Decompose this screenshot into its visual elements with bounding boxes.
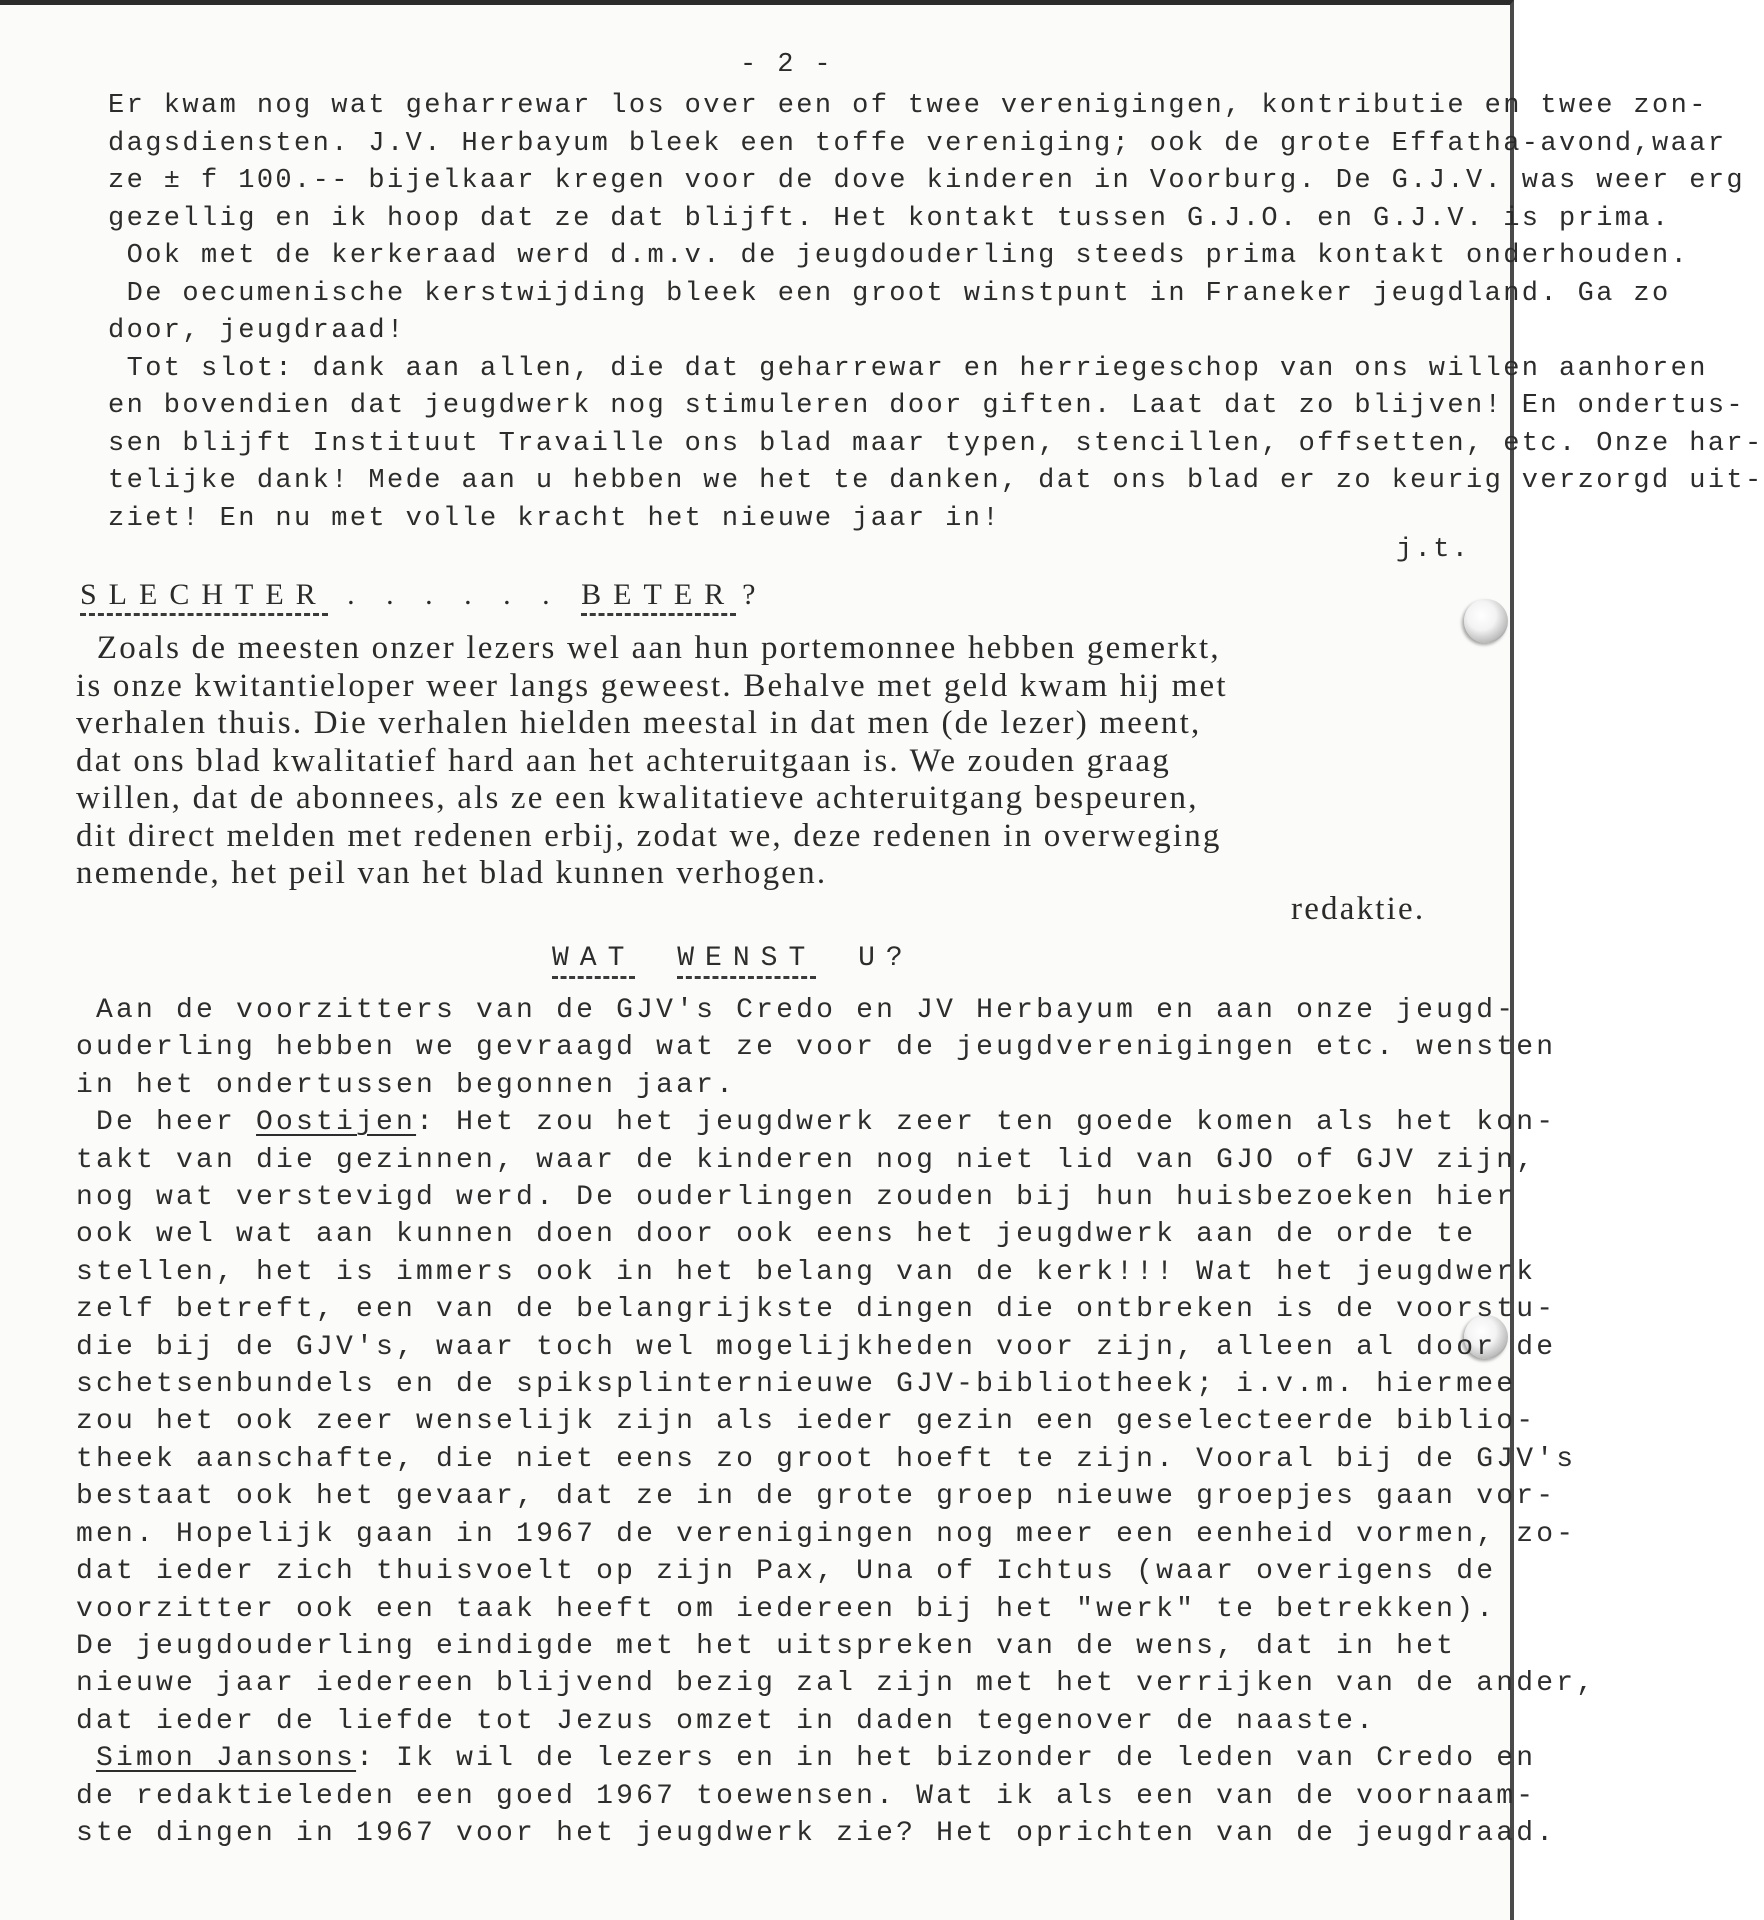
text-line: Tot slot: dank aan allen, die dat geharrewar en herriegeschop van ons willen aanhoren xyxy=(108,353,1708,384)
text-line: in het ondertussen begonnen jaar. xyxy=(76,1069,737,1101)
section-slechter-beter xyxy=(76,630,1476,893)
text-line: nemende, het peil van het blad kunnen verhogen. xyxy=(76,855,828,891)
heading-beter: BETER xyxy=(581,578,736,616)
text-line: ouderling hebben we gevraagd wat ze voor de jeugdverenigingen etc. wensten xyxy=(76,1032,1557,1064)
text-line: door, jeugdraad! xyxy=(108,316,406,346)
page-number-text: - 2 - xyxy=(740,50,834,80)
signature-redaktie xyxy=(1291,891,1425,929)
text-line: schetsenbundels en de spiksplinternieuwe GJV-bibliotheek; i.v.m. hiermee xyxy=(76,1369,1517,1401)
text-line: De jeugdouderling eindigde met het uitspreken van de wens, dat in het xyxy=(76,1630,1457,1662)
text-line: ook wel wat aan kunnen doen door ook eens het jeugdwerk aan de orde te xyxy=(76,1219,1477,1251)
page-number xyxy=(740,47,833,85)
text-line: de redaktieleden een goed 1967 toewensen. Wat ik als een van de voornaam- xyxy=(76,1780,1537,1812)
oostijen-prefix: De heer xyxy=(76,1107,257,1139)
text-line: theek aanschafte, die niet eens zo groot hoeft te zijn. Vooral bij de GJV's xyxy=(76,1443,1577,1475)
text-line: dat ieder zich thuisvoelt op zijn Pax, Una of Ichtus (waar overigens de xyxy=(76,1556,1497,1588)
simon-suffix: : Ik wil de lezers en in het bizonder de leden van Credo en xyxy=(356,1743,1537,1775)
text-line: ste dingen in 1967 voor het jeugdwerk zie? Het oprichten van de jeugdraad. xyxy=(76,1817,1557,1849)
simon-first-line xyxy=(76,1740,1537,1777)
text-line: en bovendien dat jeugdwerk nog stimuleren door giften. Laat dat zo blijven! En ondertus- xyxy=(108,391,1746,421)
speaker-oostijen: Oostijen xyxy=(256,1107,417,1139)
heading-wat: WAT xyxy=(552,943,635,979)
heading-wenst: WENST xyxy=(677,943,816,979)
text-line: stellen, het is immers ook in het belang van de kerk!!! Wat het jeugdwerk xyxy=(76,1256,1537,1288)
text-line: is onze kwitantieloper weer langs geweest. Behalve met geld kwam hij met xyxy=(76,667,1228,704)
heading-wat-wenst-u xyxy=(552,940,914,977)
heading-qmark: ? xyxy=(742,578,768,611)
text-line: die bij de GJV's, waar toch wel mogelijkheden voor zijn, alleen al door de xyxy=(76,1331,1557,1363)
simon-prefix xyxy=(76,1743,96,1774)
text-line: sen blijft Instituut Travaille ons blad maar typen, stencillen, offsetten, etc. Onze har- xyxy=(108,428,1764,459)
text-line: dat ons blad kwalitatief hard aan het achteruitgaan is. We zouden graag xyxy=(76,742,1171,779)
text-line: men. Hopelijk gaan in 1967 de verenigingen nog meer een eenheid vormen, zo- xyxy=(76,1518,1577,1550)
section-jeugdraad-report xyxy=(108,88,1764,538)
text-line: Zoals de meesten onzer lezers wel aan hun portemonnee hebben gemerkt, xyxy=(76,630,1221,666)
heading-u: U? xyxy=(858,943,914,974)
text-line: dit direct melden met redenen erbij, zodat we, deze redenen in overweging xyxy=(76,817,1222,854)
text-line: nog wat verstevigd werd. De ouderlingen zouden bij hun huisbezoeken hier xyxy=(76,1182,1517,1214)
text-line: takt van die gezinnen, waar de kinderen nog niet lid van GJO of GJV zijn, xyxy=(76,1144,1537,1176)
signature-text: j.t. xyxy=(1396,535,1471,565)
section-wat-wenst-u xyxy=(76,992,1597,1852)
text-line: telijke dank! Mede aan u hebben we het te danken, dat ons blad er zo keurig verzorgd uit- xyxy=(108,466,1764,496)
text-line: dagsdiensten. J.V. Herbayum bleek een toffe vereniging; ook de grote Effatha-avond,waar xyxy=(108,128,1727,159)
heading-dots: . . . . . . xyxy=(327,578,582,611)
text-line: verhalen thuis. Die verhalen hielden meestal in dat men (de lezer) meent, xyxy=(76,705,1202,741)
heading-slechter: SLECHTER xyxy=(80,578,328,616)
speaker-simon-jansons: Simon Jansons xyxy=(96,1743,357,1775)
text-line: De oecumenische kerstwijding bleek een groot winstpunt in Franeker jeugdland. Ga zo xyxy=(108,278,1671,309)
text-line: zou het ook zeer wenselijk zijn als ieder gezin een geselecteerde biblio- xyxy=(76,1406,1537,1438)
signature-text: redaktie. xyxy=(1291,891,1426,927)
text-line: nieuwe jaar iedereen blijvend bezig zal zijn met het verrijken van de ander, xyxy=(76,1668,1597,1700)
text-line: ziet! En nu met volle kracht het nieuwe jaar in! xyxy=(108,503,1001,534)
text-line: ze ± f 100.-- bijelkaar kregen voor de dove kinderen in Voorburg. De G.J.V. was weer erg xyxy=(108,166,1746,196)
text-line: Ook met de kerkeraad werd d.m.v. de jeugdouderling steeds prima kontakt onderhouden. xyxy=(108,241,1690,271)
text-line: willen, dat de abonnees, als ze een kwalitatieve achteruitgang bespeuren, xyxy=(76,780,1199,816)
text-line: voorzitter ook een taak heeft om iedereen bij het "werk" te betrekken). xyxy=(76,1593,1497,1625)
text-line: dat ieder de liefde tot Jezus omzet in daden tegenover de naaste. xyxy=(76,1705,1377,1737)
oostijen-suffix: : Het zou het jeugdwerk zeer ten goede komen als het kon- xyxy=(416,1107,1557,1139)
heading-slechter-beter xyxy=(80,576,768,614)
oostijen-first-line xyxy=(76,1104,1557,1141)
text-line: bestaat ook het gevaar, dat ze in de grote groep nieuwe groepjes gaan vor- xyxy=(76,1481,1557,1513)
text-line: Er kwam nog wat geharrewar los over een of twee verenigingen, kontributie en twee zon- xyxy=(108,91,1708,121)
text-line: gezellig en ik hoop dat ze dat blijft. Het kontakt tussen G.J.O. en G.J.V. is prima. xyxy=(108,203,1671,234)
signature-jt xyxy=(1396,532,1470,570)
text-line: Aan de voorzitters van de GJV's Credo en JV Herbayum en aan onze jeugd- xyxy=(76,995,1517,1026)
text-line: zelf betreft, een van de belangrijkste dingen die ontbreken is de voorstu- xyxy=(76,1294,1557,1326)
